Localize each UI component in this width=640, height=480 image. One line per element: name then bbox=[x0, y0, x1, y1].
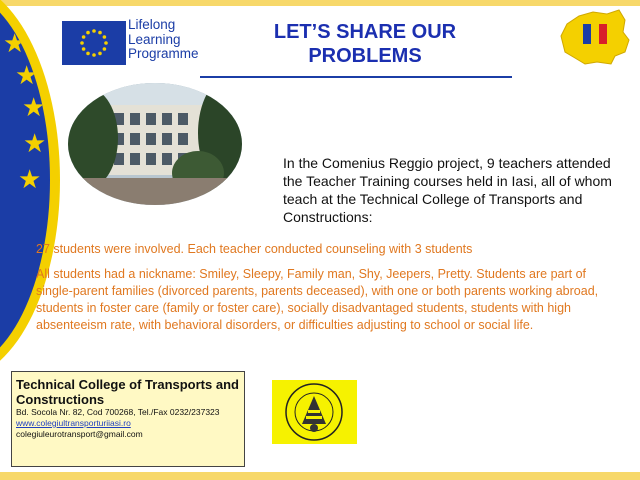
intro-text: In the Comenius Reggio project, 9 teachers attended the Teacher Training courses held in Iasi, all of whom teach at the Technical College of Transports and Constructions: bbox=[283, 155, 612, 225]
star-icon: ★ bbox=[15, 60, 39, 90]
school-email: colegiuleurotransport@gmail.com bbox=[16, 429, 143, 439]
school-address: Bd. Socola Nr. 82, Cod 700268, Tel./Fax 0232/237323 bbox=[16, 407, 220, 417]
school-name: Technical College of Transports and Constructions bbox=[16, 377, 239, 407]
school-building-photo bbox=[68, 83, 242, 205]
romania-map-icon bbox=[553, 6, 633, 70]
school-website-link[interactable]: www.colegiultransporturiiasi.ro bbox=[16, 418, 131, 428]
bottom-decor-bar bbox=[0, 472, 640, 480]
slide-title bbox=[250, 20, 480, 68]
programme-logo-text bbox=[128, 18, 199, 62]
title-underline bbox=[200, 76, 512, 78]
star-icon: ★ bbox=[22, 92, 46, 122]
school-contact-box bbox=[11, 371, 245, 467]
top-decor-bar bbox=[0, 0, 640, 6]
programme-line: Lifelong bbox=[128, 17, 176, 32]
programme-line: Programme bbox=[128, 46, 199, 61]
eu-flag-icon bbox=[62, 21, 126, 65]
title-line-2: PROBLEMS bbox=[308, 45, 422, 67]
star-icon: ★ bbox=[3, 28, 27, 58]
student-profiles-text: All students had a nickname: Smiley, Sleepy, Family man, Shy, Jeepers, Pretty. Students are part of single-parent families (divorced parents, parents deceased), with one or both parents working abroad, students in foster care (family or foster care), socially disadvantaged students, students with high absenteeism rate, with behavioral disorders, or difficulties adjusting to school or social life. bbox=[36, 267, 599, 332]
star-icon: ★ bbox=[18, 164, 42, 194]
star-icon: ★ bbox=[23, 128, 47, 158]
title-line-1: LET’S SHARE OUR bbox=[273, 21, 457, 43]
school-crest-icon bbox=[272, 380, 357, 444]
programme-line: Learning bbox=[128, 31, 181, 47]
students-involved-text: 27 students were involved. Each teacher conducted counseling with 3 students bbox=[36, 242, 473, 256]
